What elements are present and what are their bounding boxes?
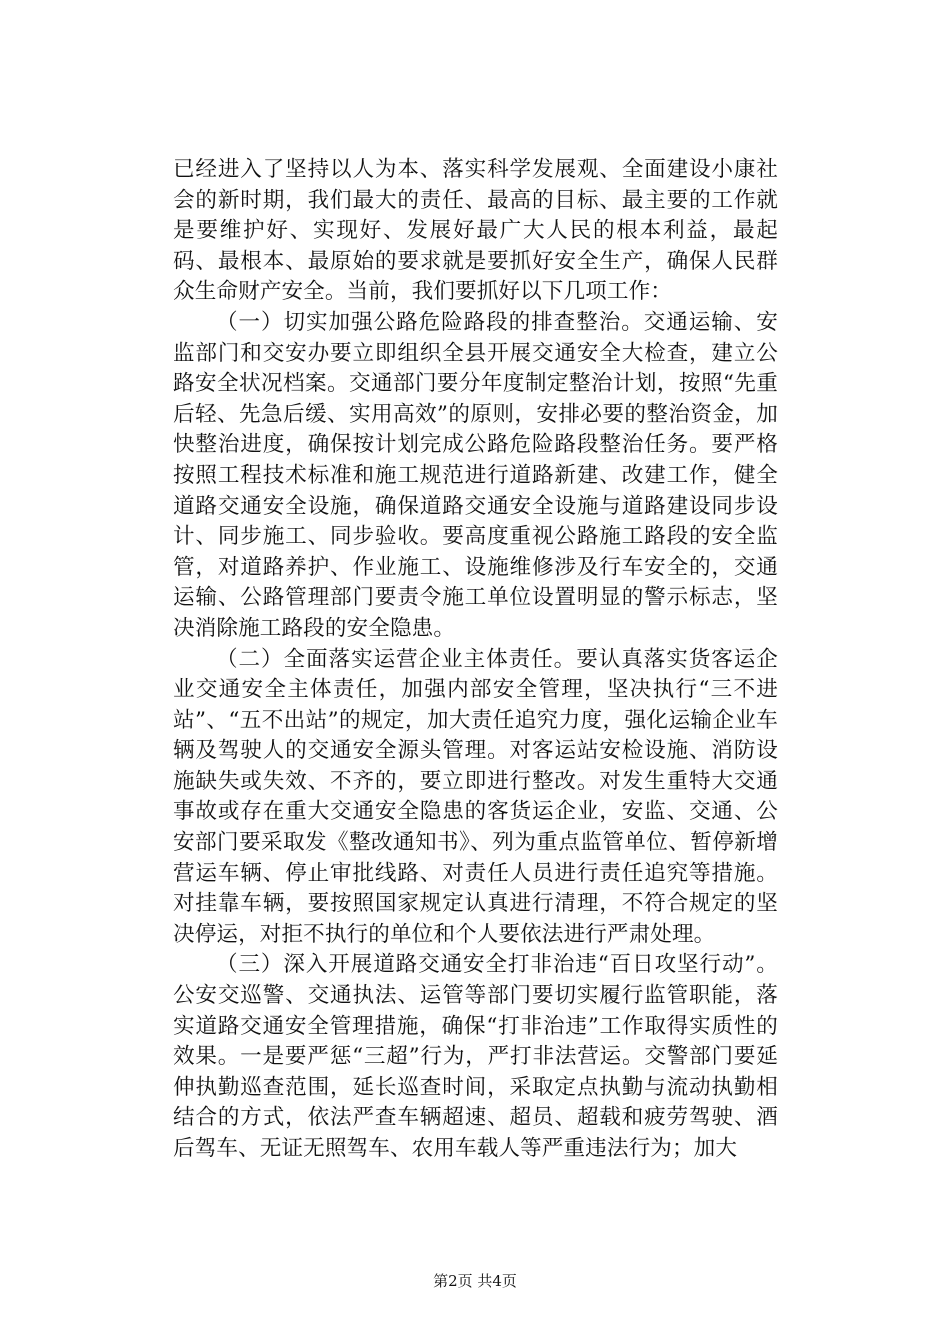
paragraph-continuation: 已经进入了坚持以人为本、落实科学发展观、全面建设小康社会的新时期，我们最大的责任、最高的目标、最主要的工作就是要维护好、实现好、发展好最广大人民的根本利益，最起码、最根本、最原始的要求就是要抓好安全生产，确保人民群众生命财产安全。当前，我们要抓好以下几项工作： [173, 157, 778, 305]
body-text [173, 155, 778, 1165]
page-number-footer: 第2页 共4页 [433, 1272, 517, 1290]
paragraph-section-1: （一）切实加强公路危险路段的排查整治。交通运输、安监部门和交安办要立即组织全县开展交通安全大检查，建立公路安全状况档案。交通部门要分年度制定整治计划，按照“先重后轻、先急后缓、实用高效”的原则，安排必要的整治资金，加快整治进度，确保按计划完成公路危险路段整治任务。要严格按照工程技术标准和施工规范进行道路新建、改建工作，健全道路交通安全设施，确保道路交通安全设施与道路建设同步设计、同步施工、同步验收。要高度重视公路施工路段的安全监管，对道路养护、作业施工、设施维修涉及行车安全的，交通运输、公路管理部门要责令施工单位设置明显的警示标志，坚决消除施工路段的安全隐患。 [173, 309, 778, 641]
paragraph-section-3: （三）深入开展道路交通安全打非治违“百日攻坚行动”。公安交巡警、交通执法、运管等部门要切实履行监管职能，落实道路交通安全管理措施，确保“打非治违”工作取得实质性的效果。一是要严惩“三超”行为，严打非法营运。交警部门要延伸执勤巡查范围，延长巡查时间，采取定点执勤与流动执勤相结合的方式，依法严查车辆超速、超员、超载和疲劳驾驶、酒后驾车、无证无照驾车、农用车载人等严重违法行为；加大 [173, 952, 778, 1161]
paragraph-section-2: （二）全面落实运营企业主体责任。要认真落实货客运企业交通安全主体责任，加强内部安全管理，坚决执行“三不进站”、“五不出站”的规定，加大责任追究力度，强化运输企业车辆及驾驶人的交通安全源头管理。对客运站安检设施、消防设施缺失或失效、不齐的，要立即进行整改。对发生重特大交通事故或存在重大交通安全隐患的客货运企业，安监、交通、公安部门要采取发《整改通知书》、列为重点监管单位、暂停新增营运车辆、停止审批线路、对责任人员进行责任追究等措施。对挂靠车辆，要按照国家规定认真进行清理，不符合规定的坚决停运，对拒不执行的单位和个人要依法进行严肃处理。 [173, 646, 778, 947]
